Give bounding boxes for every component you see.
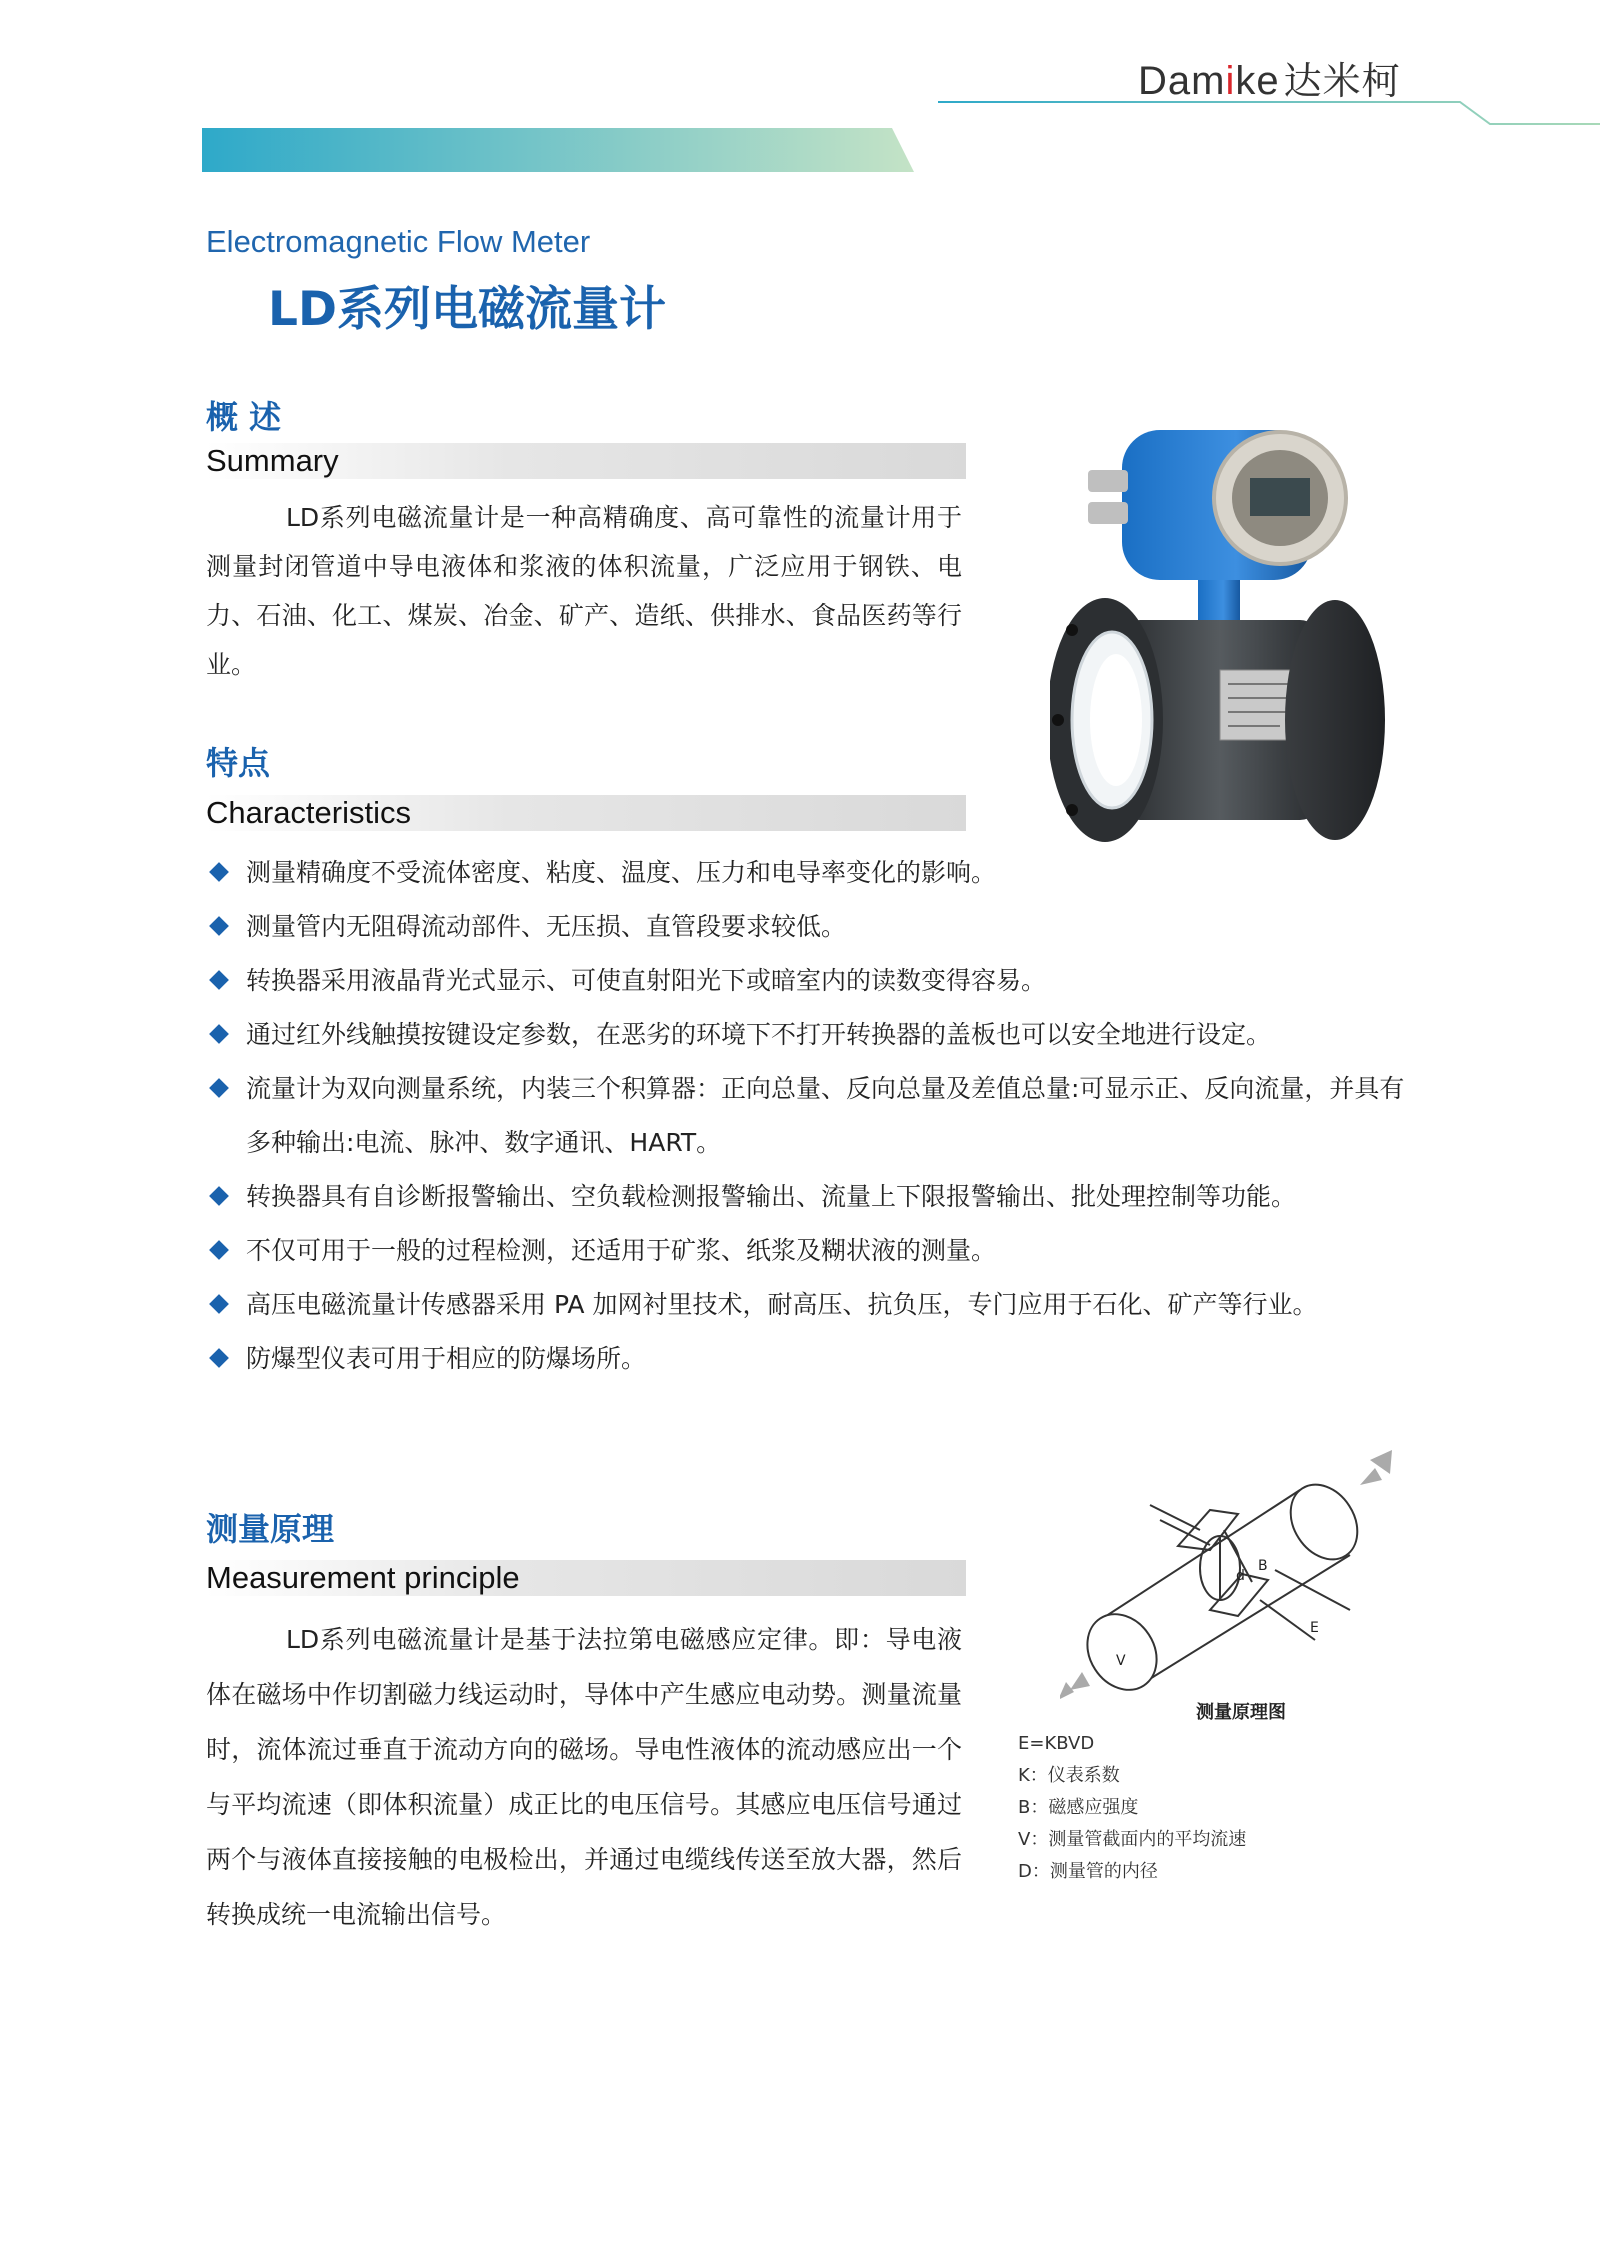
diamond-bullet-icon: [209, 970, 229, 990]
legend-item: D：测量管的内径: [1018, 1861, 1158, 1882]
list-item: 转换器具有自诊断报警输出、空负载检测报警输出、流量上下限报警输出、批处理控制等功能。: [206, 1170, 1396, 1224]
title-english: Electromagnetic Flow Meter: [206, 224, 591, 259]
summary-heading-bar: [206, 443, 966, 479]
legend-item: B：磁感应强度: [1018, 1797, 1139, 1818]
diagram-caption: 测量原理图: [1196, 1702, 1286, 1723]
formula: E=KBVD: [1018, 1733, 1095, 1754]
list-item: 流量计为双向测量系统，内装三个积算器：正向总量、反向总量及差值总量:可显示正、反向流量，并具有多种输出:电流、脉冲、数字通讯、HART。: [206, 1062, 1406, 1170]
characteristics-heading-en: Characteristics: [206, 795, 411, 830]
diamond-bullet-icon: [209, 1294, 229, 1314]
characteristics-list: [206, 846, 1405, 1386]
legend-item: V：测量管截面内的平均流速: [1018, 1829, 1247, 1850]
list-item: 通过红外线触摸按键设定参数，在恶劣的环境下不打开转换器的盖板也可以安全地进行设定。: [206, 1008, 1396, 1062]
brand-logo: Damike 达米柯: [1138, 59, 1401, 103]
diamond-bullet-icon: [209, 862, 229, 882]
summary-text: LD系列电磁流量计是一种高精确度、高可靠性的流量计用于测量封闭管道中导电液体和浆液的体积流量，广泛应用于钢铁、电力、石油、化工、煤炭、冶金、矿产、造纸、供排水、食品医药等行业。: [206, 503, 962, 679]
characteristics-heading-bar: [206, 795, 966, 831]
title-chinese: LD系列电磁流量计: [268, 282, 666, 337]
list-item: 高压电磁流量计传感器采用 PA 加网衬里技术，耐高压、抗负压，专门应用于石化、矿产等行业。: [206, 1278, 1396, 1332]
diagram-legend: [1018, 1728, 1246, 1888]
diagram-label-e: E: [1310, 1620, 1319, 1636]
diagram-label-b: B: [1258, 1558, 1268, 1574]
principle-heading-bar: [206, 1560, 966, 1596]
flow-meter-image: [1050, 420, 1390, 860]
list-item: 测量精确度不受流体密度、粘度、温度、压力和电导率变化的影响。: [206, 846, 1004, 900]
legend-item: K：仪表系数: [1018, 1765, 1120, 1786]
header-banner: [202, 128, 914, 172]
principle-heading-cn: 测量原理: [206, 1510, 335, 1548]
diamond-bullet-icon: [209, 916, 229, 936]
characteristics-heading-cn: 特点: [206, 744, 271, 782]
summary-heading-cn: 概 述: [206, 398, 282, 436]
list-item: 转换器采用液晶背光式显示、可使直射阳光下或暗室内的读数变得容易。: [206, 954, 1396, 1008]
diamond-bullet-icon: [209, 1078, 229, 1098]
summary-heading-en: Summary: [206, 443, 339, 478]
list-item: 不仅可用于一般的过程检测，还适用于矿浆、纸浆及糊状液的测量。: [206, 1224, 1396, 1278]
diagram-label-v: V: [1116, 1653, 1126, 1669]
diamond-bullet-icon: [209, 1240, 229, 1260]
principle-text: LD系列电磁流量计是基于法拉第电磁感应定律。即：导电液体在磁场中作切割磁力线运动时，导体中产生感应电动势。测量流量时，流体流过垂直于流动方向的磁场。导电性液体的流动感应出一个与平均流速（即体积流量）成正比的电压信号。其感应电压信号通过两个与液体直接接触的电极检出，并通过电缆线传送至放大器，然后转换成统一电流输出信号。: [206, 1625, 962, 1929]
diamond-bullet-icon: [209, 1186, 229, 1206]
diamond-bullet-icon: [209, 1348, 229, 1368]
list-item: 防爆型仪表可用于相应的防爆场所。: [206, 1332, 1396, 1386]
principle-diagram: [1060, 1450, 1410, 1710]
diagram-label-d: d: [1236, 1568, 1245, 1584]
list-item: 测量管内无阻碍流动部件、无压损、直管段要求较低。: [206, 900, 1396, 954]
principle-heading-en: Measurement principle: [206, 1560, 520, 1595]
diamond-bullet-icon: [209, 1024, 229, 1044]
